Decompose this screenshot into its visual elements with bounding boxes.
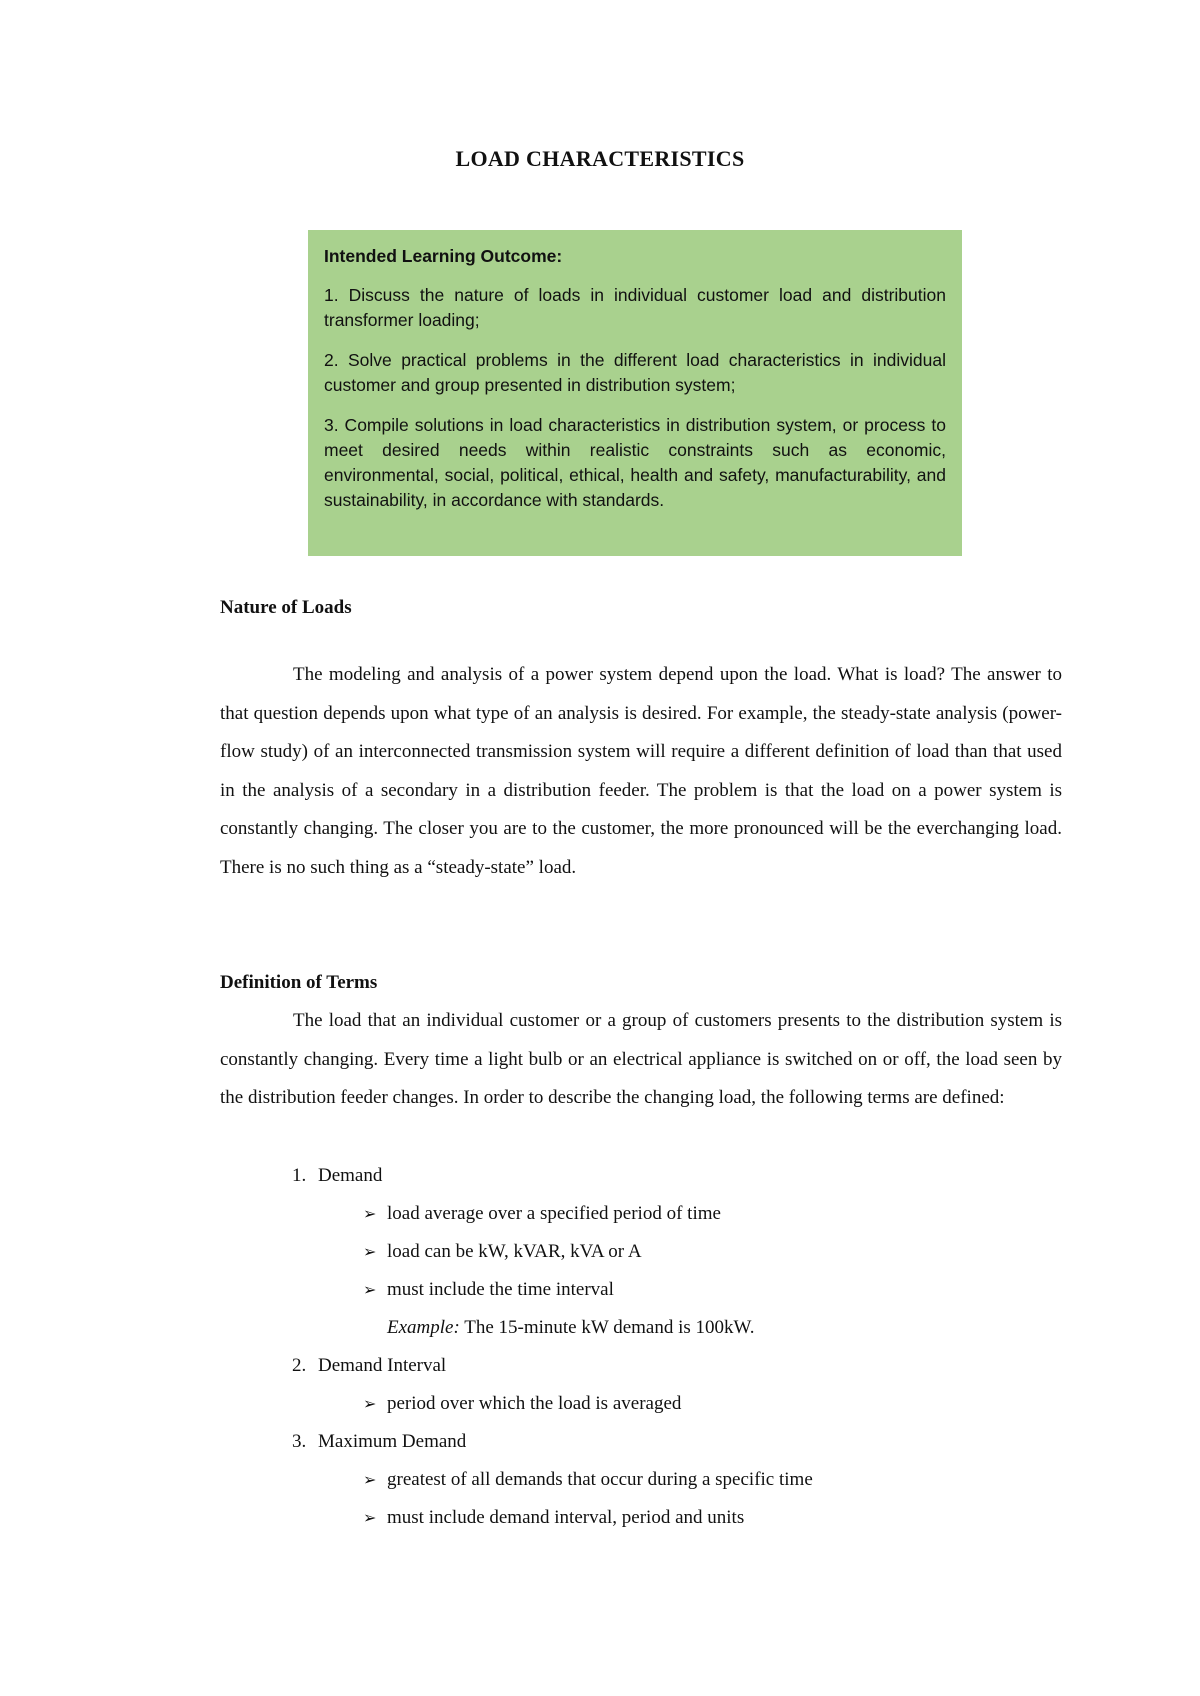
term-bullet-text: period over which the load is averaged	[387, 1393, 682, 1414]
arrowhead-bullet-icon: ➢	[363, 1204, 377, 1223]
term-bullet	[363, 1241, 642, 1263]
term-bullet-text: must include the time interval	[387, 1279, 614, 1300]
term-bullet	[363, 1507, 744, 1529]
section-heading-nature-of-loads: Nature of Loads	[220, 597, 352, 618]
term-bullet-text: must include demand interval, period and units	[387, 1507, 745, 1528]
arrowhead-bullet-icon: ➢	[363, 1508, 377, 1527]
term-bullet-text: greatest of all demands that occur during a specific time	[387, 1469, 813, 1490]
term-item-demand-interval	[292, 1355, 446, 1377]
term-label: Maximum Demand	[318, 1431, 467, 1452]
term-bullet	[363, 1203, 721, 1225]
term-number: 2.	[292, 1355, 307, 1376]
document-title: LOAD CHARACTERISTICS	[455, 146, 745, 171]
term-item-demand	[292, 1165, 382, 1187]
arrowhead-bullet-icon: ➢	[363, 1470, 377, 1489]
term-label: Demand	[318, 1165, 383, 1186]
definition-of-terms-paragraph: The load that an individual customer or a group of customers presents to the distribution system is constantly changing. Every time a light bulb or an electrical appliance is switched on or off, the load seen by the distribution feeder changes. In order to describe the changing load, the following terms are defined:	[220, 1010, 1062, 1109]
term-bullet	[363, 1469, 813, 1491]
term-bullet-text: load average over a specified period of time	[387, 1203, 721, 1224]
term-item-maximum-demand	[292, 1431, 466, 1453]
arrowhead-bullet-icon: ➢	[363, 1394, 377, 1413]
term-number: 3.	[292, 1431, 307, 1452]
learning-outcome-item: 1. Discuss the nature of loads in individual customer load and distribution transformer loading;	[324, 285, 946, 330]
term-number: 1.	[292, 1165, 307, 1186]
example-text: The 15-minute kW demand is 100kW.	[459, 1317, 755, 1338]
nature-of-loads-paragraph: The modeling and analysis of a power system depend upon the load. What is load? The answer to that question depends upon what type of an analysis is desired. For example, the steady-state analysis (power-flow study) of an interconnected transmission system will require a different definition of load than that used in the analysis of a secondary in a distribution feeder. The problem is that the load on a power system is constantly changing. The closer you are to the customer, the more pronounced will be the everchanging load. There is no such thing as a “steady-state” load.	[220, 664, 1062, 878]
section-heading-definition-of-terms: Definition of Terms	[220, 972, 378, 993]
term-example	[387, 1317, 754, 1339]
arrowhead-bullet-icon: ➢	[363, 1280, 377, 1299]
term-label: Demand Interval	[318, 1355, 447, 1376]
term-bullet-text: load can be kW, kVAR, kVA or A	[387, 1241, 642, 1262]
example-label: Example:	[387, 1317, 460, 1338]
learning-outcome-item: 2. Solve practical problems in the different load characteristics in individual customer and group presented in distribution system;	[324, 350, 946, 395]
term-bullet	[363, 1279, 614, 1301]
learning-outcome-heading: Intended Learning Outcome:	[324, 246, 563, 266]
learning-outcome-box	[308, 230, 962, 556]
term-bullet	[363, 1393, 681, 1415]
arrowhead-bullet-icon: ➢	[363, 1242, 377, 1261]
learning-outcome-item: 3. Compile solutions in load characteristics in distribution system, or process to meet desired needs within realistic constraints such as economic, environmental, social, political, ethical, health and safety, manufacturability, and sustainability, in accordance with standards.	[324, 415, 946, 510]
